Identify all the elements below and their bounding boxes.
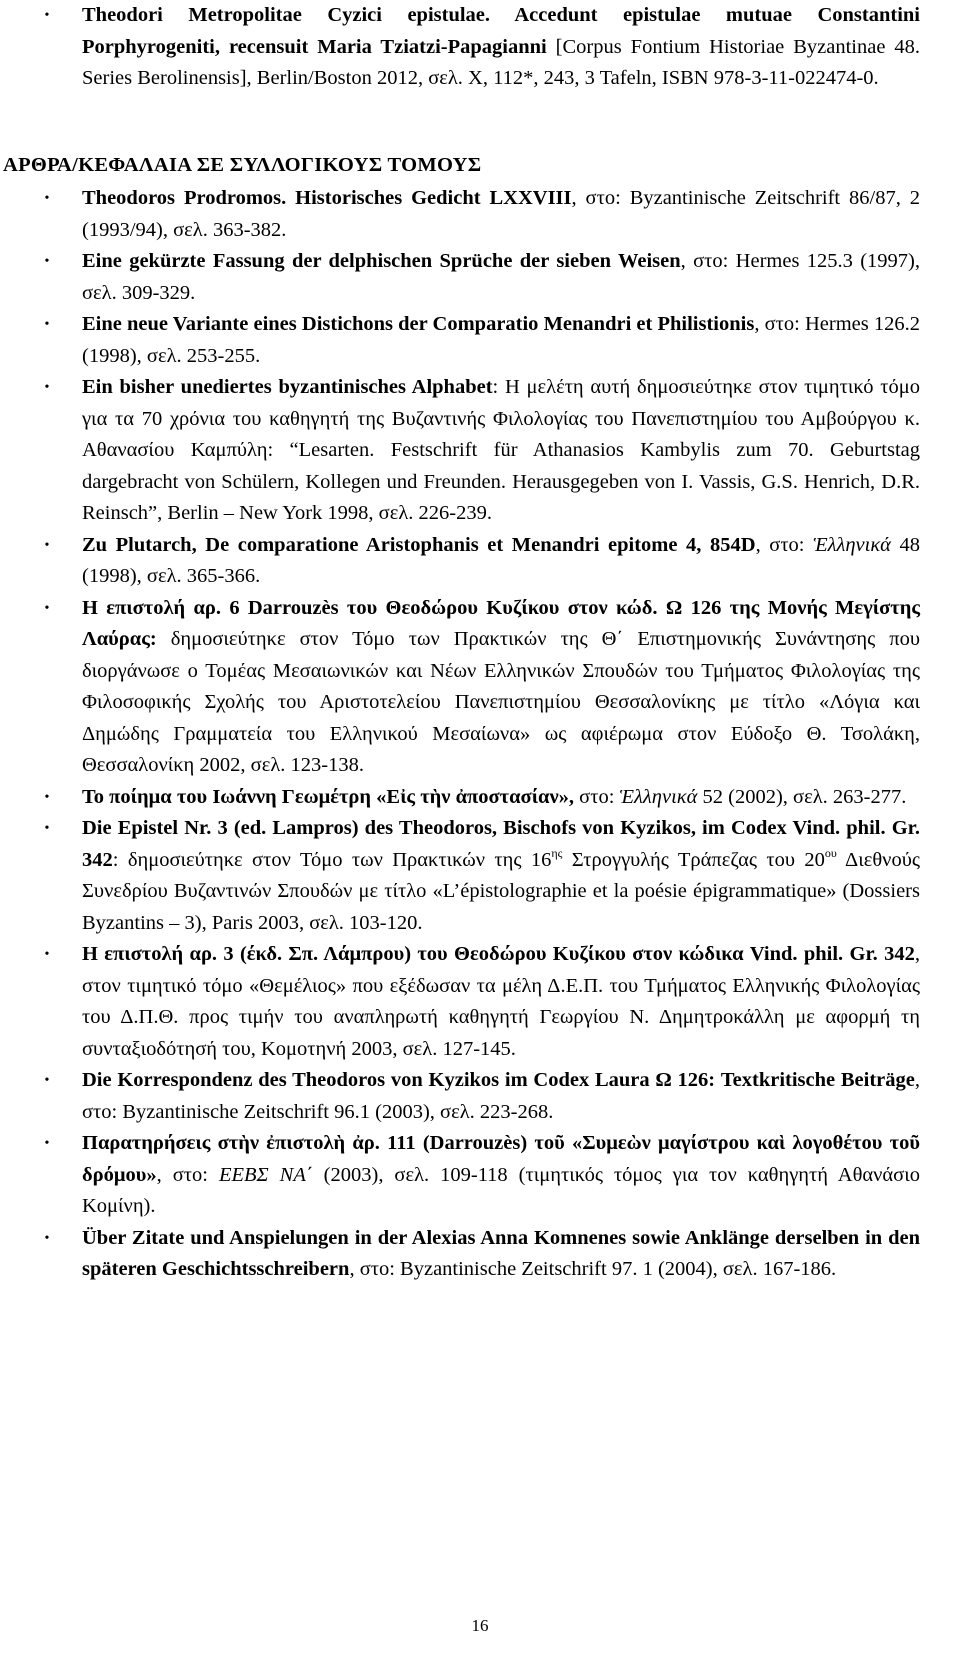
bullet-icon: •: [44, 821, 50, 836]
bullet-icon: •: [44, 317, 50, 332]
bullet-icon: •: [44, 537, 50, 553]
entry-details: , στο: Hermes 125.3 (1997), σελ. 309-329.: [82, 250, 920, 304]
entry-details: 48 (1998), σελ. 365-366.: [82, 533, 921, 587]
entry-details: : δημοσιεύτηκε στον Τόμο των Πρακτικών της 16: [112, 848, 552, 871]
page-number: 16: [471, 1616, 489, 1635]
bullet-icon: •: [44, 1073, 50, 1088]
entry-title: Theodoros Prodromos. Historisches Gedicht LXXVIII: [82, 187, 572, 209]
entry-title: Über Zitate und Anspielungen in der Alexias Anna Komnenes sowie Anklänge derselben in den späteren Geschichtsschreibern: [82, 1226, 920, 1280]
bullet-icon: •: [44, 8, 50, 23]
entry-details: , στο: Hermes 126.2 (1998), σελ. 253-255.: [82, 313, 920, 367]
bibliography-entry: [34, 0, 920, 95]
entry-details: 52 (2002), σελ. 263-277.: [697, 785, 907, 808]
bullet-icon: •: [44, 191, 50, 206]
ordinal-suffix: ου: [824, 845, 837, 860]
bullet-icon: •: [44, 254, 50, 269]
entry-details: δημοσιεύτηκε στον Τόμο των Πρακτικών της Θ΄ Επιστημονικής Συνάντησης που διοργάνωσε ο Τομέας Μεσαιωνικών και Νέων Ελληνικών Σπουδών του Τμήματος Φιλολογίας της Φιλοσοφικής Σχολής του Αριστοτελείου Πανεπιστημίου Θεσσαλονίκης με τίτλο «Λόγια και Δημώδης Γραμματεία του Ελληνικού Μεσαίωνα» ως αφιέρωμα στον Εύδοξο Θ. Τσολάκη, Θεσσαλονίκη 2002, σελ. 123-138.: [82, 628, 920, 776]
bullet-icon: •: [44, 600, 50, 616]
entry-title: Zu Plutarch, De comparatione Aristophanis et Menandri epitome 4, 854D: [82, 533, 756, 556]
entry-title: Ein bisher unediertes byzantinisches Alphabet: [82, 376, 493, 398]
bullet-icon: •: [44, 380, 50, 395]
bibliography-entry: [34, 782, 920, 814]
bullet-icon: •: [44, 789, 50, 805]
journal-name: ΕΕΒΣ ΝΑ΄: [218, 1163, 313, 1186]
entry-details: Διεθνούς Συνεδρίου Βυζαντινών Σπουδών με τίτλο «L’épistolographie et la poésie épigrammatique» (Dossiers Byzantins – 3), Paris 2003, σελ. 103-120.: [82, 848, 920, 934]
bibliography-entry: [34, 813, 920, 939]
entry-title: Η επιστολή αρ. 3 (έκδ. Σπ. Λάμπρου) του Θεοδώρου Κυζίκου στον κώδικα Vind. phil. Gr. 342: [82, 943, 915, 965]
entry-details: , στο: Byzantinische Zeitschrift 97. 1 (2004), σελ. 167-186.: [349, 1258, 837, 1280]
entry-title: Die Korrespondenz des Theodoros von Kyzikos im Codex Laura Ω 126: Textkritische Beiträge: [82, 1069, 915, 1091]
bullet-icon: •: [44, 1136, 50, 1151]
bibliography-entry: [34, 593, 920, 782]
bibliography-entry: [34, 1128, 920, 1223]
bullet-icon: •: [44, 947, 50, 962]
entry-connector: , στο:: [156, 1163, 219, 1186]
entry-details: [Corpus Fontium Historiae Byzantinae 48. Series Berolinensis], Berlin/Boston 2012, σελ. X, 112*, 243, 3 Tafeln, ISBN 978-3-11-022474-0.: [82, 35, 920, 89]
entry-title: Η επιστολή αρ. 6 Darrouzès του Θεοδώρου Κυζίκου στον κώδ. Ω 126 της Μονής Μεγίστης Λαύρας:: [82, 596, 920, 650]
entry-title: Eine gekürzte Fassung der delphischen Sprüche der sieben Weisen: [82, 250, 681, 272]
entry-connector: , στο:: [755, 533, 814, 556]
entry-connector: στο:: [574, 785, 620, 808]
bibliography-entry: [34, 246, 920, 309]
bibliography-entry: [34, 939, 920, 1065]
section-heading: ΑΡΘΡΑ/ΚΕΦΑΛΑΙΑ ΣΕ ΣΥΛΛΟΓΙΚΟΥΣ ΤΟΜΟΥΣ: [3, 154, 482, 176]
bibliography-entry: [34, 1065, 920, 1128]
bibliography-entry: [34, 1223, 920, 1286]
bibliography-entry: [34, 309, 920, 372]
journal-name: Ἑλληνικά: [619, 785, 698, 808]
articles-list: [34, 183, 920, 1286]
bibliography-entry: [34, 530, 920, 593]
ordinal-suffix: ης: [551, 845, 563, 860]
bibliography-entry: [34, 372, 920, 530]
entry-details: , στο: Byzantinische Zeitschrift 86/87, 2 (1993/94), σελ. 363-382.: [82, 187, 921, 241]
entry-title: Die Epistel Nr. 3 (ed. Lampros) des Theodoros, Bischofs von Kyzikos, im Codex Vind. phil. Gr. 342: [82, 817, 920, 871]
entry-title: Eine neue Variante eines Distichons der Comparatio Menandri et Philistionis: [82, 313, 755, 335]
entry-details: : Η μελέτη αυτή δημοσιεύτηκε στον τιμητικό τόμο για τα 70 χρόνια του καθηγητή της Βυζαντινής Φιλολογίας του Πανεπιστημίου του Αμβούργου κ. Αθανασίου Καμπύλη: “Lesarten. Festschrift für Athanasios Kambylis zum 70. Geburtstag dargebracht von Schülern, Kollegen und Freunden. Herausgegeben von I. Vassis, G.S. Henrich, D.R. Reinsch”, Berlin – New York 1998, σελ. 226-239.: [82, 376, 921, 524]
bibliography-entry: [34, 183, 920, 246]
entry-details: , στο: Byzantinische Zeitschrift 96.1 (2003), σελ. 223-268.: [82, 1069, 920, 1123]
entry-title: Παρατηρήσεις στὴν ἐπιστολὴ ἀρ. 111 (Darrouzès) τοῦ «Συμεὼν μαγίστρου καὶ λογοθέτου τοῦ δρόμου»: [82, 1132, 920, 1186]
entry-title: Theodori Metropolitae Cyzici epistulae. Accedunt epistulae mutuae Constantini Porphyrogeniti, recensuit Maria Tziatzi-Papagianni: [82, 4, 920, 58]
entry-details: (2003), σελ. 109-118 (τιμητικός τόμος για τον καθηγητή Αθανάσιο Κομίνη).: [82, 1163, 920, 1217]
journal-name: Ἑλληνικά: [813, 533, 891, 556]
entry-title: Το ποίημα του Ιωάννη Γεωμέτρη «Εἰς τὴν ἀποστασίαν»,: [82, 785, 575, 808]
entry-details: Στρογγυλής Τράπεζας του 20: [562, 848, 825, 871]
books-list: [34, 0, 920, 95]
entry-details: , στον τιμητικό τόμο «Θεμέλιος» που εξέδωσαν τα μέλη Δ.Ε.Π. του Τμήματος Ελληνικής Φιλολογίας του Δ.Π.Θ. προς τιμήν του αναπληρωτή καθηγητή Γεωργίου Ν. Δημητροκάλλη με αφορμή τη συνταξιοδότησή του, Κομοτηνή 2003, σελ. 127-145.: [82, 943, 920, 1060]
bullet-icon: •: [44, 1230, 50, 1246]
